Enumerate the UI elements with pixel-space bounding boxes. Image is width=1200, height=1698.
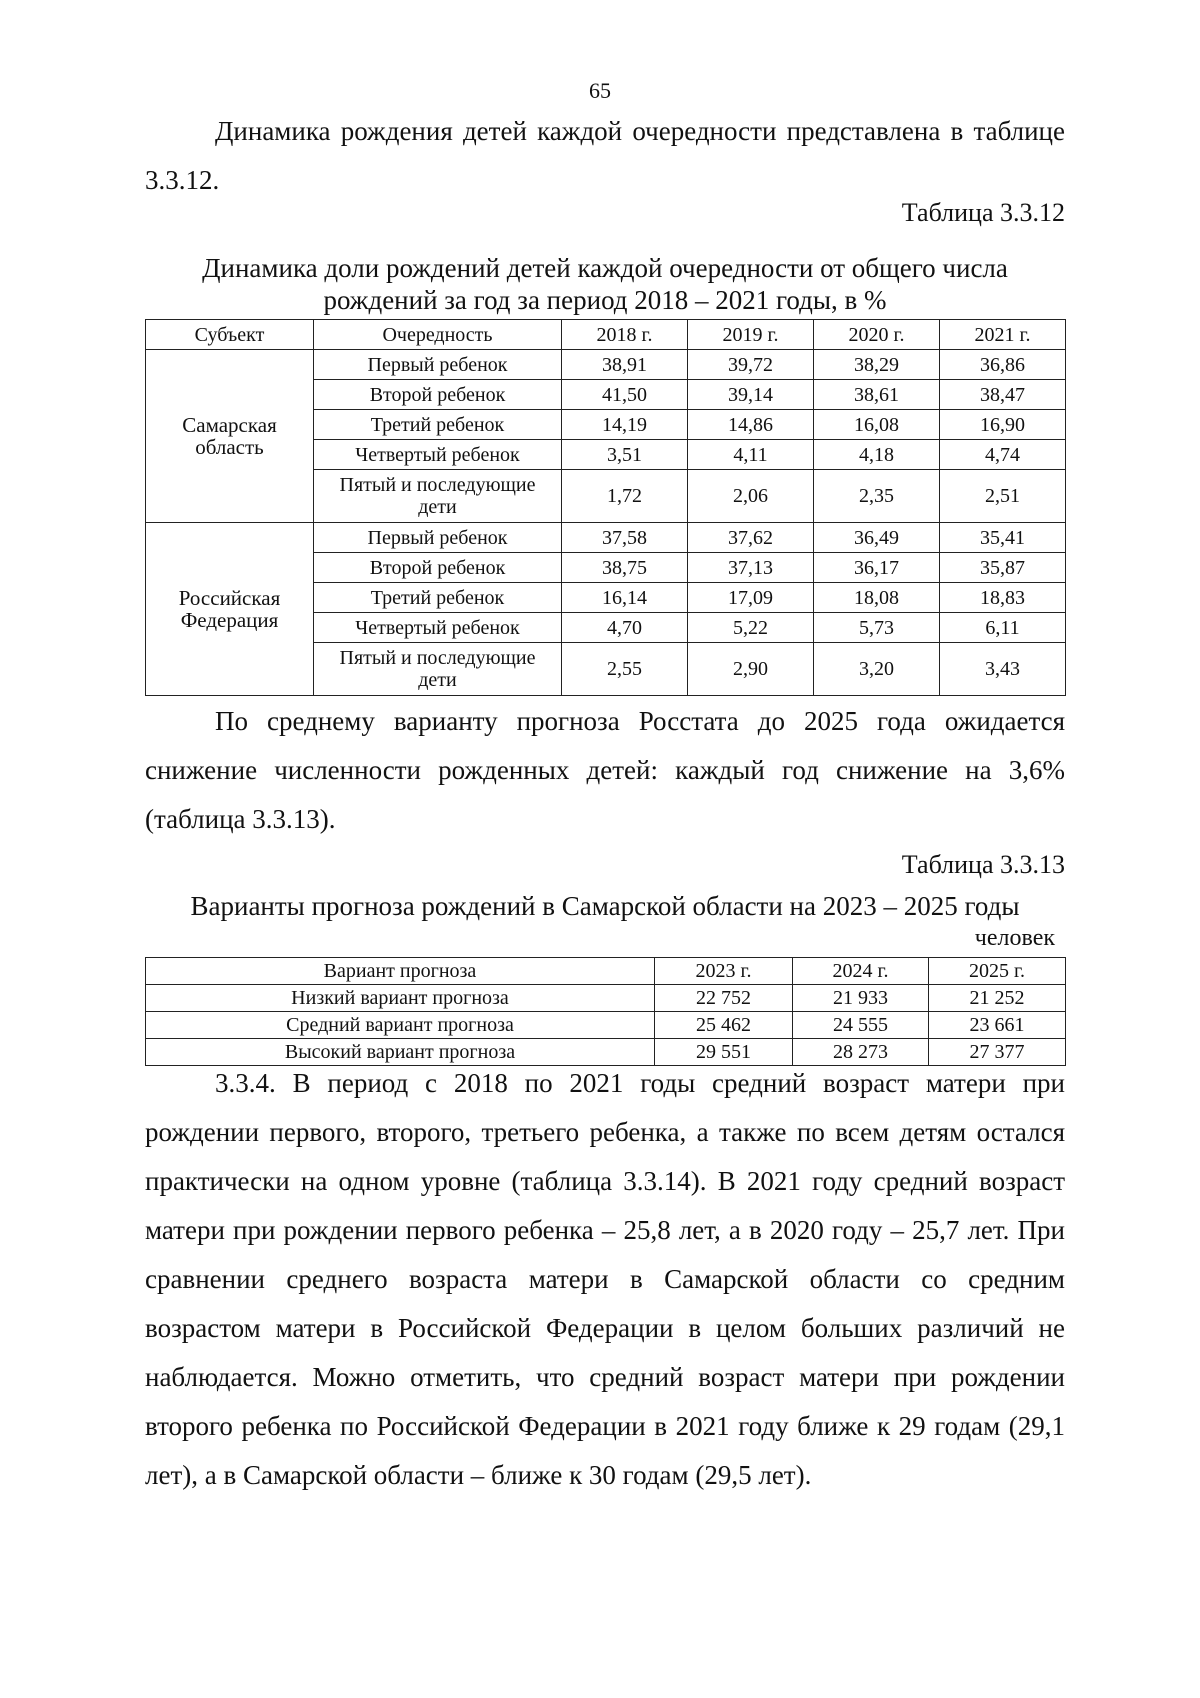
value-cell: 35,87 [940, 553, 1066, 583]
value-cell: 29 551 [655, 1039, 793, 1066]
order-cell: Третий ребенок [314, 583, 562, 613]
value-cell: 4,11 [688, 440, 814, 470]
variant-cell: Низкий вариант прогноза [146, 985, 655, 1012]
order-cell: Первый ребенок [314, 350, 562, 380]
value-cell: 4,74 [940, 440, 1066, 470]
table-header-cell: Вариант прогноза [146, 958, 655, 985]
forecast-paragraph: По среднему варианту прогноза Росстата до 2025 года ожидается снижение численности рожденных детей: каждый год снижение на 3,6% (таблица 3.3.13). [145, 706, 1065, 834]
order-cell: Третий ребенок [314, 410, 562, 440]
table-header-cell: 2021 г. [940, 320, 1066, 350]
table-header-cell: 2024 г. [793, 958, 929, 985]
value-cell: 39,14 [688, 380, 814, 410]
table-row [146, 350, 1066, 380]
table1-label: Таблица 3.3.12 [901, 198, 1065, 227]
value-cell: 2,51 [940, 470, 1066, 523]
value-cell: 5,22 [688, 613, 814, 643]
value-cell: 38,75 [562, 553, 688, 583]
value-cell: 2,35 [814, 470, 940, 523]
value-cell: 4,18 [814, 440, 940, 470]
table2-unit: человек [974, 925, 1055, 951]
table-header-cell: 2019 г. [688, 320, 814, 350]
order-cell: Пятый и последующие дети [314, 470, 562, 523]
table-header-cell: Очередность [314, 320, 562, 350]
value-cell: 6,11 [940, 613, 1066, 643]
table2-title: Варианты прогноза рождений в Самарской области на 2023 – 2025 годы [190, 891, 1020, 921]
table-row [146, 523, 1066, 553]
value-cell: 4,70 [562, 613, 688, 643]
section-paragraph: 3.3.4. В период с 2018 по 2021 годы средний возраст матери при рождении первого, второго, третьего ребенка, а также по всем детям остался практически на одном уровне (таблица 3.3.14). В 2021 году средний возраст матери при рождении первого ребенка – 25,8 лет, а в 2020 году – 25,7 лет. При сравнении среднего возраста матери в Самарской области со средним возрастом матери в Российской Федерации в целом больших различий не наблюдается. Можно отметить, что средний возраст матери при рождении второго ребенка по Российской Федерации в 2021 году ближе к 29 годам (29,1 лет), а в Самарской области – ближе к 30 годам (29,5 лет). [145, 1068, 1065, 1490]
value-cell: 5,73 [814, 613, 940, 643]
value-cell: 38,47 [940, 380, 1066, 410]
value-cell: 2,90 [688, 643, 814, 696]
value-cell: 2,55 [562, 643, 688, 696]
order-cell: Первый ребенок [314, 523, 562, 553]
variant-cell: Высокий вариант прогноза [146, 1039, 655, 1066]
value-cell: 25 462 [655, 1012, 793, 1039]
value-cell: 3,43 [940, 643, 1066, 696]
value-cell: 36,49 [814, 523, 940, 553]
table2-label: Таблица 3.3.13 [901, 850, 1065, 879]
value-cell: 37,58 [562, 523, 688, 553]
table-header-row [146, 958, 1066, 985]
value-cell: 16,90 [940, 410, 1066, 440]
order-cell: Четвертый ребенок [314, 613, 562, 643]
value-cell: 16,08 [814, 410, 940, 440]
subject-cell: Российская Федерация [146, 523, 314, 696]
value-cell: 36,17 [814, 553, 940, 583]
value-cell: 1,72 [562, 470, 688, 523]
value-cell: 38,29 [814, 350, 940, 380]
table-row [146, 985, 1066, 1012]
value-cell: 38,61 [814, 380, 940, 410]
value-cell: 14,86 [688, 410, 814, 440]
intro-paragraph: Динамика рождения детей каждой очередности представлена в таблице 3.3.12. [145, 116, 1065, 195]
value-cell: 41,50 [562, 380, 688, 410]
value-cell: 18,08 [814, 583, 940, 613]
value-cell: 21 933 [793, 985, 929, 1012]
table-header-cell: 2025 г. [929, 958, 1066, 985]
table-header-cell: 2023 г. [655, 958, 793, 985]
value-cell: 2,06 [688, 470, 814, 523]
value-cell: 28 273 [793, 1039, 929, 1066]
subject-cell: Самарская область [146, 350, 314, 523]
order-cell: Четвертый ребенок [314, 440, 562, 470]
table-header-cell: 2020 г. [814, 320, 940, 350]
value-cell: 36,86 [940, 350, 1066, 380]
value-cell: 39,72 [688, 350, 814, 380]
order-cell: Второй ребенок [314, 553, 562, 583]
table1-title: Динамика доли рождений детей каждой очередности от общего числа рождений за год за период 2018 – 2021 годы, в % [202, 253, 1008, 315]
table-header-row [146, 320, 1066, 350]
order-cell: Второй ребенок [314, 380, 562, 410]
value-cell: 37,62 [688, 523, 814, 553]
value-cell: 35,41 [940, 523, 1066, 553]
value-cell: 38,91 [562, 350, 688, 380]
value-cell: 23 661 [929, 1012, 1066, 1039]
value-cell: 37,13 [688, 553, 814, 583]
value-cell: 22 752 [655, 985, 793, 1012]
table-row [146, 1012, 1066, 1039]
value-cell: 3,51 [562, 440, 688, 470]
value-cell: 27 377 [929, 1039, 1066, 1066]
value-cell: 3,20 [814, 643, 940, 696]
value-cell: 14,19 [562, 410, 688, 440]
value-cell: 18,83 [940, 583, 1066, 613]
value-cell: 17,09 [688, 583, 814, 613]
table-header-cell: Субъект [146, 320, 314, 350]
value-cell: 16,14 [562, 583, 688, 613]
page-number: 65 [589, 78, 611, 103]
table1-births-by-order [145, 319, 1066, 696]
variant-cell: Средний вариант прогноза [146, 1012, 655, 1039]
value-cell: 24 555 [793, 1012, 929, 1039]
table-header-cell: 2018 г. [562, 320, 688, 350]
table2-birth-forecast [145, 957, 1066, 1066]
value-cell: 21 252 [929, 985, 1066, 1012]
order-cell: Пятый и последующие дети [314, 643, 562, 696]
